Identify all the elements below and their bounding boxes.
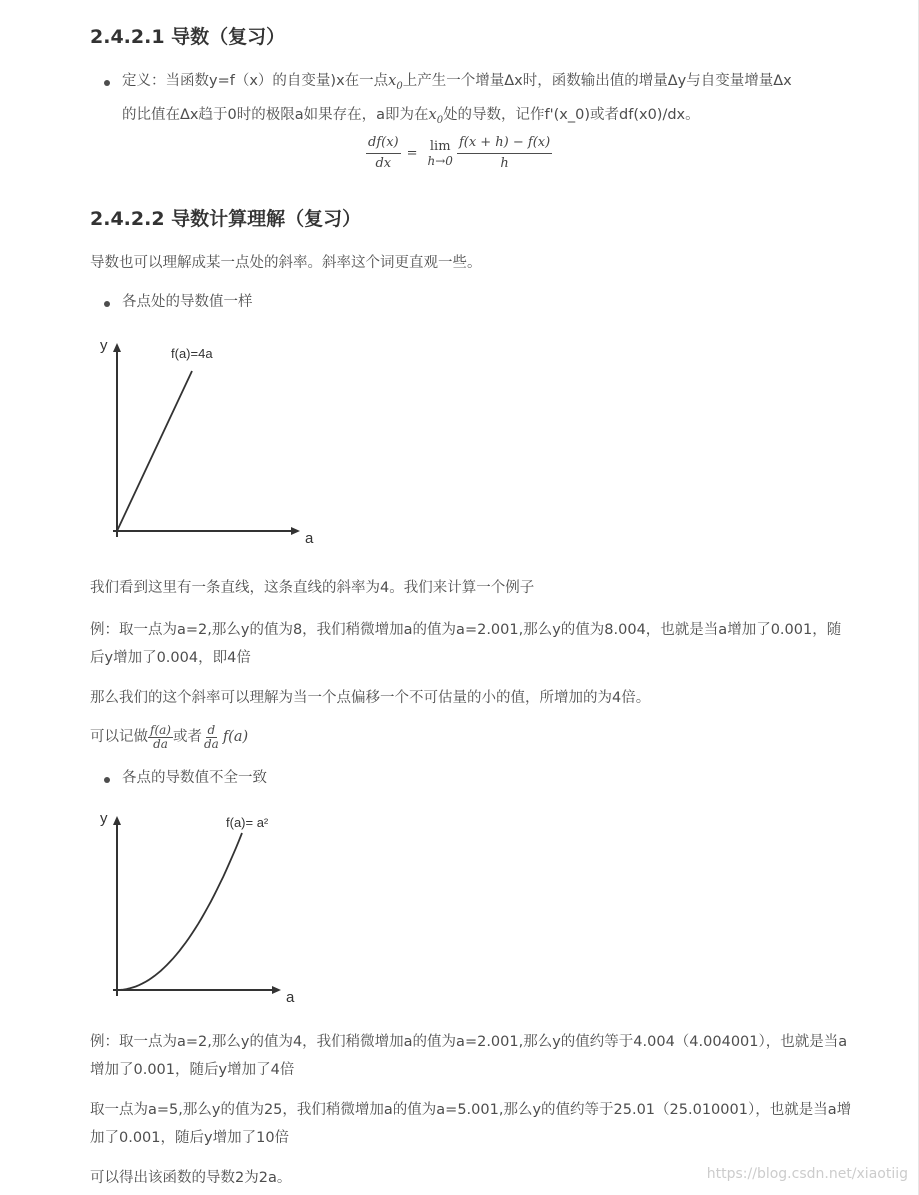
line-slope-paragraph: 我们看到这里有一条直线，这条直线的斜率为4。我们来计算一个例子: [90, 580, 535, 596]
section-heading-derivative-calculation: 2.4.2.2 导数计算理解（复习）: [90, 208, 362, 230]
lhs-fraction: $\frac{df(x)}{dx}$: [368, 135, 399, 171]
y-axis-label: y: [100, 337, 108, 354]
notation-d-operator: $\frac{d}{da}$: [203, 722, 219, 751]
x0-symbol-2: $x_0$: [428, 106, 444, 126]
example3-paragraph: 取一点为a=5,那么y的值为25，我们稍微增加a的值为a=5.001,那么y的值约等于25.01（25.010001），也就是当a增加了0.001，随后y增加了10倍: [90, 1102, 852, 1146]
section-heading-derivative-review: 2.4.2.1 导数（复习）: [90, 26, 286, 48]
quadratic-function-chart: [96, 810, 306, 1005]
linear-function-chart: [96, 333, 326, 551]
bullet-varying-derivative: 各点的导数值不全一致: [122, 770, 267, 786]
bullet-dot: [104, 777, 110, 783]
x-axis-arrow: [272, 986, 281, 994]
slope-explanation-paragraph: 那么我们的这个斜率可以理解为当一个点偏移一个不可估量的小的值，所增加的为4倍。: [90, 690, 651, 706]
notation-paragraph: 可以记做 $\frac{f(a)}{da}$ 或者 $\frac{d}{da}$ f(a): [90, 722, 249, 751]
series-label: f(a)= a²: [226, 815, 269, 830]
bullet-equal-derivative: 各点处的导数值一样: [122, 294, 253, 310]
conclusion-paragraph: 可以得出该函数的导数2为2a。: [90, 1170, 292, 1186]
bullet-dot: [104, 301, 110, 307]
x-axis-arrow: [291, 527, 300, 535]
y-axis-arrow: [113, 816, 121, 825]
x-axis-label: a: [286, 989, 295, 1005]
series-line: [117, 371, 192, 531]
definition-text: 定义：当函数y=f（x）的自变量)x在一点$x_0$上产生一个增量Δx时，函数输出值的增量Δy与自变量增量Δx 的比值在Δx趋于0时的极限a如果存在，a即为在$x_0$处的导数，记作f'(x_0)或者df(x0)/dx。: [122, 73, 792, 126]
example2-paragraph: 例：取一点为a=2,那么y的值为4，我们稍微增加a的值为a=2.001,那么y的值约等于4.004（4.004001），也就是当a增加了0.001，随后y增加了4倍: [90, 1034, 848, 1078]
notation-fraction: $\frac{f(a)}{da}$: [150, 722, 171, 751]
rhs-fraction: $\frac{f(x + h) - f(x)}{h}$: [458, 135, 551, 171]
y-axis-label: y: [100, 810, 108, 827]
example1-paragraph: 例：取一点为a=2,那么y的值为8，我们稍微增加a的值为a=2.001,那么y的值为8.004，也就是当a增加了0.001，随后y增加了0.004，即4倍: [90, 622, 842, 666]
x0-symbol: $x_0$: [388, 73, 403, 92]
x-axis-label: a: [305, 530, 314, 547]
series-line: [117, 833, 242, 990]
watermark: https://blog.csdn.net/xiaotiig: [706, 1166, 908, 1182]
series-label: f(a)=4a: [171, 346, 213, 361]
intro-paragraph: 导数也可以理解成某一点处的斜率。斜率这个词更直观一些。: [90, 255, 482, 271]
derivative-limit-formula: $\frac{df(x)}{dx}$ = lim h→0 $\frac{f(x + h) - f(x)}{h}$: [366, 133, 552, 174]
limit-operator: lim h→0: [427, 138, 453, 168]
bullet-dot: [104, 80, 110, 86]
y-axis-arrow: [113, 343, 121, 352]
